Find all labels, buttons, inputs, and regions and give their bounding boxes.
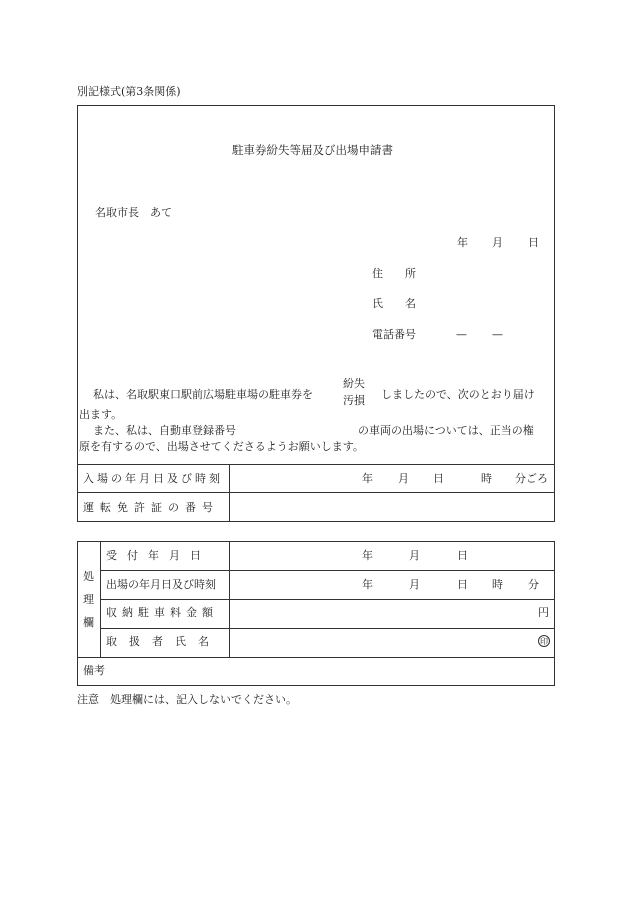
phone-label: 電話番号 [372,328,416,341]
received-day: 日 [457,549,468,562]
processing-row-line-3 [100,628,554,629]
entry-datetime-label: 入場の年月日及び時刻 [83,472,223,485]
entry-minute: 分ごろ [515,472,548,485]
entry-row-top-border [78,464,554,465]
fee-unit: 円 [538,606,549,619]
processing-row-line-1 [100,570,554,571]
label-column-divider [229,464,230,521]
processing-row-line-2 [100,599,554,600]
addressee: 名取市長 あて [95,206,172,219]
choice-lost: 紛失 [343,377,365,390]
name-label: 氏 名 [372,297,416,310]
choice-damaged: 汚損 [343,394,365,407]
license-row-top-border [78,492,554,493]
statement-line-1-end: しましたので、次のとおり届け [381,388,535,401]
statement-line-3-start: また、私は、自動車登録番号 [93,424,236,437]
form-title: 駐車券紛失等届及び出場申請書 [232,143,393,157]
application-form [77,105,555,522]
exit-month: 月 [409,578,420,591]
received-year: 年 [362,549,373,562]
date-day: 日 [528,236,539,249]
entry-year: 年 [362,472,373,485]
handler-name-label: 取扱者氏名 [106,635,221,648]
parking-fee-label: 収納駐車料金額 [106,606,218,619]
statement-line-3-end: の車両の出場については、正当の権 [358,424,534,437]
received-date-label: 受付年月日 [106,549,211,562]
processing-side-label-2: 理 [83,593,94,606]
statement-line-4: 原を有するので、出場させてくださるようお願いします。 [79,440,364,453]
statement-line-2: 出ます。 [79,408,123,421]
exit-day: 日 [457,578,468,591]
processing-side-label-1: 処 [83,570,94,583]
date-month: 月 [492,236,503,249]
statement-line-1-start: 私は、名取駅東口駅前広場駐車場の駐車券を [93,388,313,401]
exit-datetime-label: 出場の年月日及び時刻 [106,578,216,591]
processing-side-label-3: 欄 [83,616,94,629]
remarks-label: 備考 [83,664,105,677]
exit-minute: 分 [528,578,539,591]
footer-note: 注意 処理欄には、記入しないでください。 [77,693,297,706]
entry-month: 月 [398,472,409,485]
phone-dash-1: — [456,328,467,341]
address-label: 住 所 [372,267,416,280]
seal-mark-icon: 印 [540,637,548,646]
received-month: 月 [409,549,420,562]
form-number-label: 別記様式(第3条関係) [77,85,181,98]
license-number-label: 運転免許証の番号 [83,501,219,514]
exit-hour: 時 [492,578,503,591]
entry-hour: 時 [481,472,492,485]
entry-day: 日 [433,472,444,485]
exit-year: 年 [362,578,373,591]
remarks-row-top-border [78,657,554,658]
date-year: 年 [457,236,468,249]
phone-dash-2: — [492,328,503,341]
